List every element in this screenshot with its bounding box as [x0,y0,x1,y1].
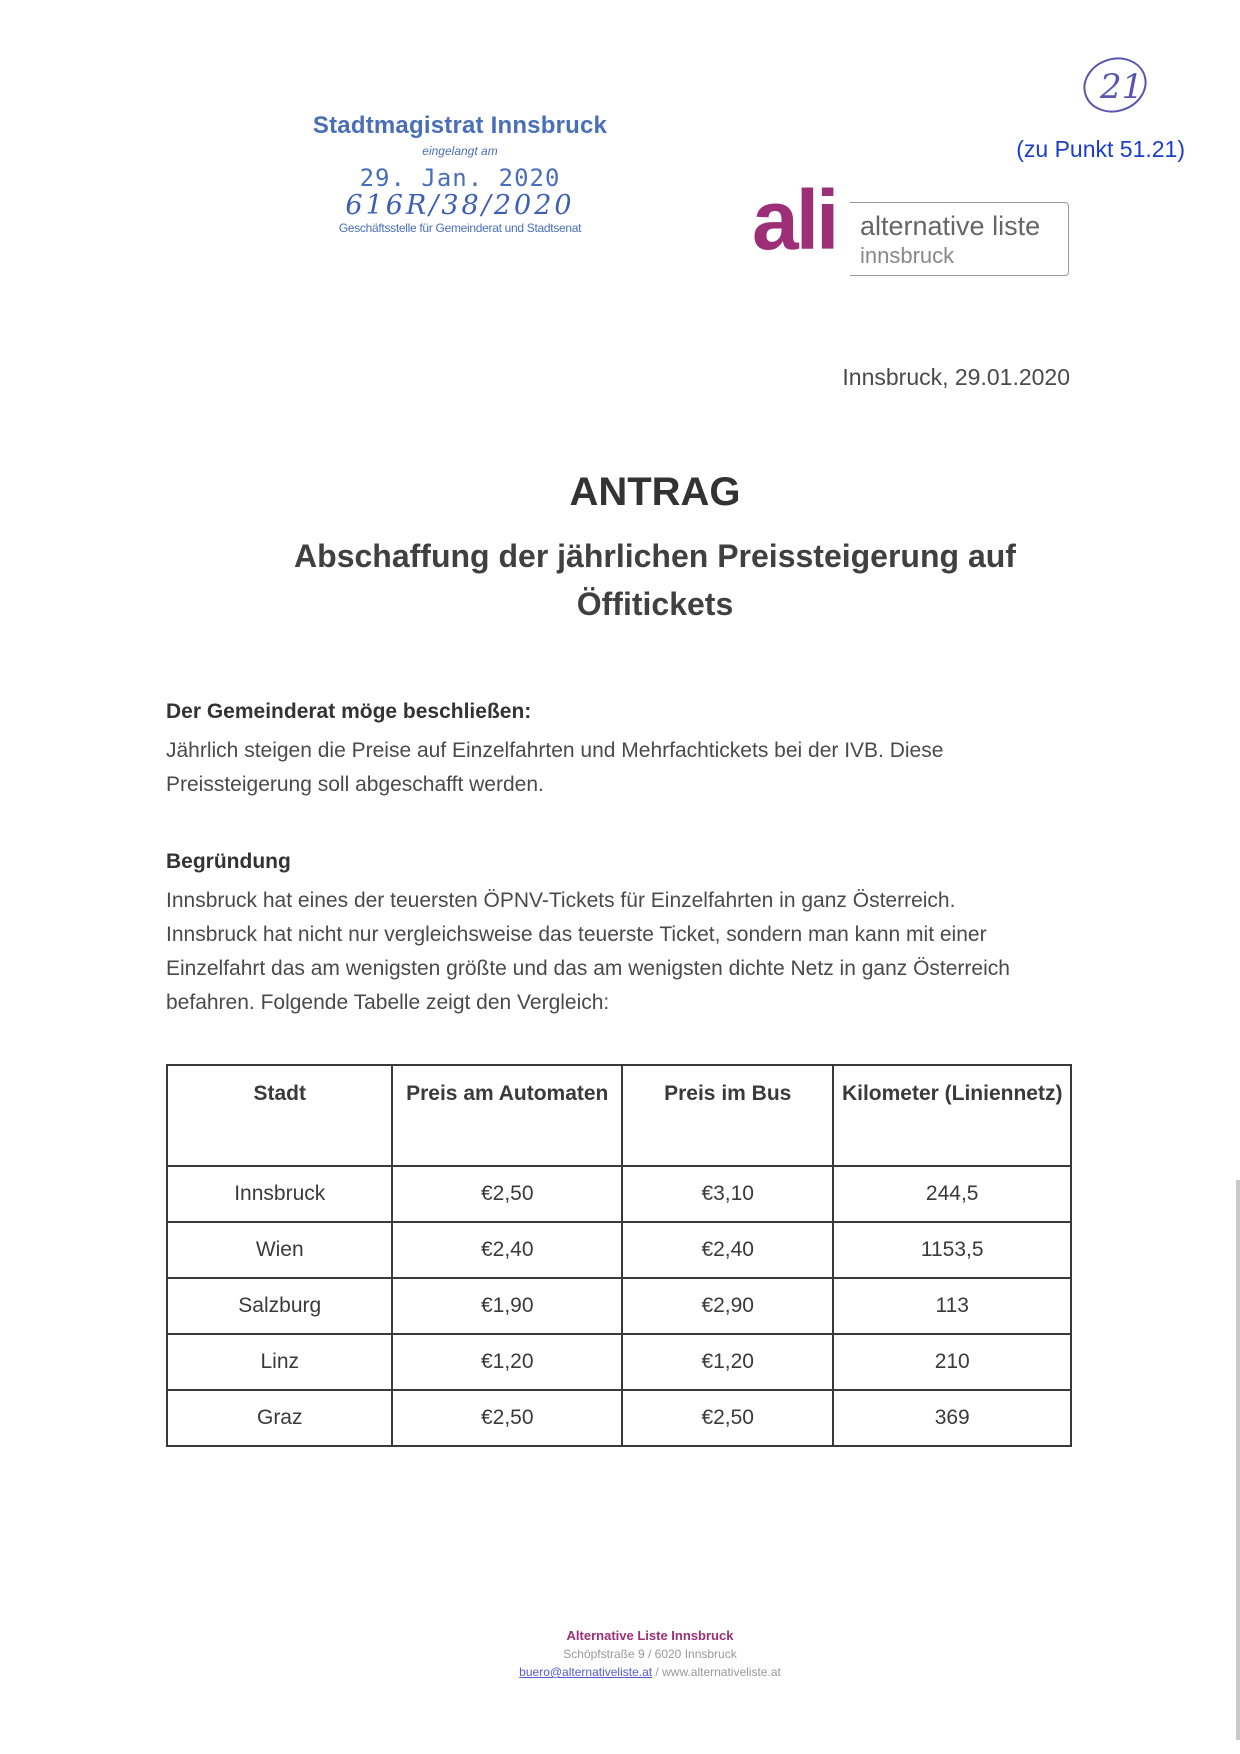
cell-network-km: 244,5 [833,1166,1071,1222]
header-bus-price: Preis im Bus [622,1065,833,1166]
document-title: Abschaffung der jährlichen Preissteigerung auf Öffitickets [294,538,1016,622]
cell-bus-price: €2,40 [622,1222,833,1278]
cell-bus-price: €2,50 [622,1390,833,1446]
receipt-stamp [300,112,620,235]
cell-machine-price: €2,50 [392,1166,622,1222]
cell-network-km: 113 [833,1278,1071,1334]
table-row [167,1390,1071,1446]
logo-line-1: alternative liste [860,211,1041,241]
justification-heading: Begründung [166,850,291,873]
header-city: Stadt [167,1065,392,1166]
handwritten-mark [1078,52,1152,118]
fare-comparison-table [166,1064,1072,1447]
cell-city: Salzburg [167,1278,392,1334]
stamp-reference-number: 616R/38/2020 [345,190,575,221]
cell-bus-price: €2,90 [622,1278,833,1334]
cell-network-km: 369 [833,1390,1071,1446]
justification-text: Innsbruck hat eines der teuersten ÖPNV-Tickets für Einzelfahrten in ganz Österreich. Innsbruck hat nicht nur vergleichsweise das teuerste Ticket, sondern man kann mit einer Einzelfahrt das am wenigsten größte und das am wenigsten dichte Netz in ganz Österreich befahren. Folgende Tabelle zeigt den Vergleich: [166,889,1010,1014]
cell-machine-price: €2,50 [392,1390,622,1446]
ali-logo [752,173,1072,280]
stamp-department: Geschäftsstelle für Gemeinderat und Stadtsenat [338,221,582,235]
table-row [167,1334,1071,1390]
cell-bus-price: €3,10 [622,1166,833,1222]
footer-email-link[interactable]: buero@alternativeliste.at [519,1665,653,1679]
table-header-row [167,1065,1071,1166]
stamp-date: 29. Jan. 2020 [359,164,561,192]
footer-website: www.alternativeliste.at [662,1665,781,1679]
page-footer [420,1627,880,1681]
cell-machine-price: €1,20 [392,1334,622,1390]
agenda-reference: (zu Punkt 51.21) [1016,136,1185,162]
handwritten-mark-text: 21 [1100,67,1144,107]
header-network-km: Kilometer (Liniennetz) [833,1065,1071,1166]
table-row [167,1222,1071,1278]
scan-page-edge [1236,1180,1240,1740]
logo-line-2: innsbruck [860,243,955,268]
footer-address: Schöpfstraße 9 / 6020 Innsbruck [563,1647,737,1661]
footer-organization: Alternative Liste Innsbruck [566,1628,734,1643]
cell-machine-price: €1,90 [392,1278,622,1334]
cell-city: Wien [167,1222,392,1278]
stamp-received-label: eingelangt am [422,144,498,158]
cell-city: Linz [167,1334,392,1390]
table-row [167,1166,1071,1222]
footer-contact [420,1663,880,1681]
cell-network-km: 210 [833,1334,1071,1390]
document-type: ANTRAG [569,470,741,514]
header-machine-price: Preis am Automaten [392,1065,622,1166]
resolution-heading: Der Gemeinderat möge beschließen: [166,700,532,723]
table-row [167,1278,1071,1334]
cell-city: Graz [167,1390,392,1446]
footer-separator: / [652,1665,663,1679]
cell-network-km: 1153,5 [833,1222,1071,1278]
cell-machine-price: €2,40 [392,1222,622,1278]
stamp-office: Stadtmagistrat Innsbruck [312,112,608,139]
cell-bus-price: €1,20 [622,1334,833,1390]
logo-text-box [850,202,1069,276]
cell-city: Innsbruck [167,1166,392,1222]
place-date: Innsbruck, 29.01.2020 [842,364,1070,390]
logo-mark: ali [752,173,837,267]
resolution-text: Jährlich steigen die Preise auf Einzelfahrten und Mehrfachtickets bei der IVB. Diese Preissteigerung soll abgeschafft werden. [166,739,944,796]
